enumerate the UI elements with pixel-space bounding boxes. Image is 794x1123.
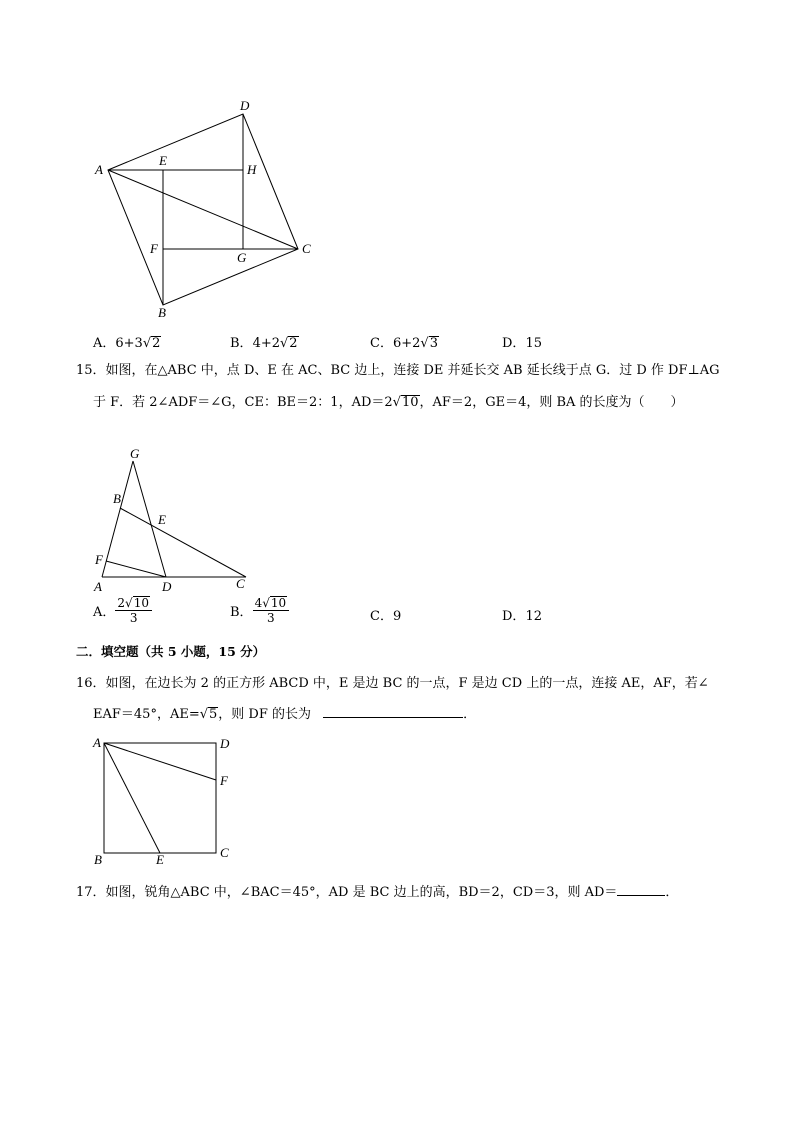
q14-option-d: D．15 — [502, 336, 542, 351]
label-A: A — [94, 579, 102, 594]
label-G: G — [237, 250, 247, 265]
q16-line2: EAF＝45°，AE=√5，则 DF 的长为 ． — [93, 707, 477, 722]
q15-option-c: C．9 — [370, 609, 402, 624]
figure-q14 — [90, 95, 330, 320]
label-E: E — [158, 512, 166, 527]
label-F: F — [220, 773, 228, 788]
label-D: D — [220, 736, 230, 751]
label-B: B — [113, 491, 121, 506]
label-C: C — [236, 576, 245, 591]
label-F: F — [95, 552, 103, 567]
label-E: E — [156, 852, 164, 867]
section-heading-fill-in: 二．填空题（共 5 小题，15 分） — [76, 644, 266, 659]
answer-blank[interactable] — [323, 717, 463, 718]
q16-line1: 16．如图，在边长为 2 的正方形 ABCD 中，E 是边 BC 的一点，F 是边 CD 上的一点，连接 AE，AF，若∠ — [76, 676, 709, 691]
label-D: D — [162, 579, 172, 594]
q17-line: 17．如图，锐角△ABC 中，∠BAC＝45°，AD 是 BC 边上的高，BD＝2，CD＝3，则 AD＝ ． — [76, 885, 679, 900]
label-C: C — [220, 845, 229, 860]
q14-option-c: C．6+2√3 — [370, 336, 438, 351]
figure-q15 — [88, 445, 258, 595]
q15-option-a: A． $\frac{2√10}{3}$ — [93, 596, 152, 625]
label-E: E — [159, 153, 167, 168]
label-G: G — [130, 446, 140, 461]
q14-option-b: B．4+2√2 — [230, 336, 298, 351]
label-F: F — [150, 241, 158, 256]
q15-line2: 于 F．若 2∠ADF＝∠G，CE：BE＝2：1，AD＝2√10，AF＝2，GE＝4，则 BA 的长度为（ ） — [93, 395, 684, 410]
label-B: B — [94, 852, 102, 867]
label-A: A — [95, 162, 103, 177]
label-B: B — [158, 305, 166, 320]
q15-option-d: D．12 — [502, 609, 542, 624]
q15-option-b: B． $\frac{4√10}{3}$ — [230, 596, 289, 625]
label-D: D — [240, 98, 250, 113]
label-H: H — [247, 162, 257, 177]
label-A: A — [93, 735, 101, 750]
answer-blank[interactable] — [617, 895, 665, 896]
figure-q16 — [88, 733, 243, 868]
label-C: C — [302, 241, 311, 256]
q15-line1: 15．如图，在△ABC 中，点 D、E 在 AC、BC 边上，连接 DE 并延长交 AB 延长线于点 G．过 D 作 DF⊥AG — [76, 363, 720, 378]
q14-option-a: A．6+3√2 — [93, 336, 161, 351]
